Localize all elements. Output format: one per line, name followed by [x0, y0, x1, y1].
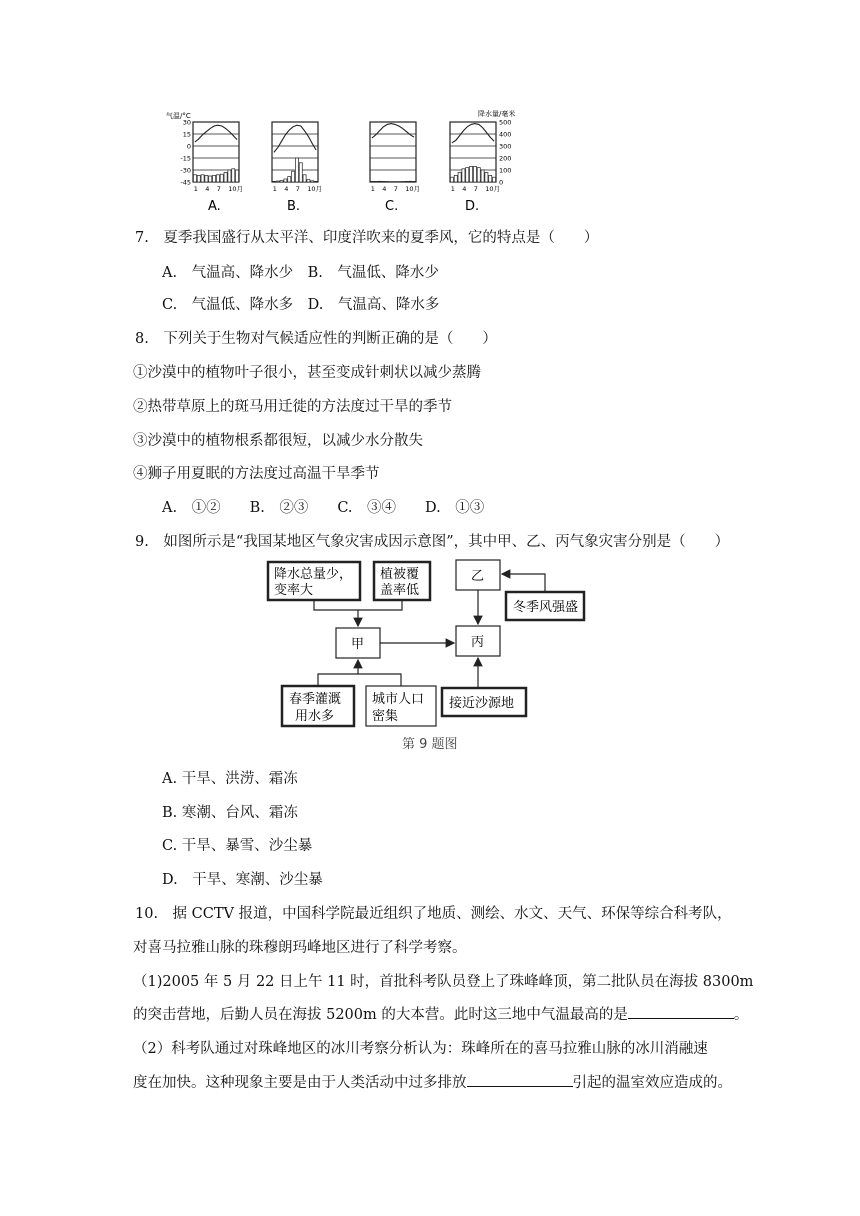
box-vegetation-line2: 盖率低 — [380, 583, 420, 598]
precip-bar — [489, 175, 492, 182]
precip-bar — [205, 175, 208, 182]
x-tick-label: 10月 — [485, 185, 501, 193]
q9-stem: 9. 如图所示是“我国某地区气象灾害成因示意图”，其中甲、乙、丙气象灾害分别是（ ） — [135, 534, 730, 550]
precip-bar — [292, 171, 295, 182]
q10-part2-text-a: 度在加快。这种现象主要是由于人类活动中过多排放 — [133, 1075, 467, 1091]
precip-bar — [413, 181, 416, 182]
precip-bar — [197, 175, 200, 182]
q8-item-4: ④狮子用夏眠的方法度过高温干旱季节 — [133, 466, 380, 482]
chart-frame — [450, 122, 496, 182]
precip-bar — [493, 177, 496, 182]
precip-bar — [213, 175, 216, 182]
chart-frame — [370, 122, 416, 182]
precip-bar — [462, 169, 465, 182]
precip-bar — [228, 170, 231, 182]
precip-bar — [409, 181, 412, 182]
box-winter-monsoon-label: 冬季风强盛 — [513, 600, 579, 615]
precip-bar — [470, 166, 473, 182]
right-tick-label: 0 — [499, 178, 504, 187]
precip-bar — [473, 166, 476, 182]
box-precipitation-line1: 降水总量少， — [274, 567, 353, 582]
diagram-caption: 第 9 题图 — [402, 737, 458, 752]
precip-bar — [209, 176, 212, 182]
right-tick-label: 500 — [499, 118, 512, 127]
panel-label: C. — [385, 199, 399, 214]
panel-label: A. — [208, 199, 221, 214]
q10-part2-text-b: 引起的温室效应造成的。 — [572, 1075, 732, 1091]
right-tick-label: 300 — [499, 142, 512, 151]
box-sand-source-label: 接近沙源地 — [449, 696, 515, 711]
q10-part1-end: 。 — [733, 1007, 749, 1023]
left-tick-label: 30 — [182, 118, 191, 127]
x-tick-label: 1 — [272, 185, 277, 193]
q8-options: A. ①② B. ②③ C. ③④ D. ①③ — [162, 500, 485, 516]
right-tick-label: 100 — [499, 166, 512, 175]
precip-bar — [481, 170, 484, 182]
precip-bar — [216, 175, 219, 182]
q7-options-row1: A. 气温高、降水少 B. 气温低、降水少 — [162, 265, 439, 281]
box-irrigation-line2: 用水多 — [295, 709, 335, 724]
x-tick-label: 4 — [205, 185, 210, 193]
x-tick-label: 1 — [370, 185, 375, 193]
q8-stem: 8. 下列关于生物对气候适应性的判断正确的是（ ） — [135, 331, 497, 347]
x-tick-label: 1 — [450, 185, 455, 193]
precip-bar — [232, 169, 235, 182]
precip-bar — [374, 181, 377, 182]
precip-bar — [220, 174, 223, 182]
x-tick-label: 4 — [462, 185, 467, 193]
precip-bar — [477, 168, 480, 182]
precip-bar — [201, 175, 204, 182]
x-tick-label: 7 — [393, 185, 398, 193]
x-tick-label: 1 — [193, 185, 198, 193]
q10-answer-blank-1[interactable] — [628, 1004, 734, 1019]
box-jia-label: 甲 — [351, 637, 365, 652]
left-tick-label: 0 — [186, 142, 191, 151]
left-tick-label: -30 — [180, 166, 191, 175]
precip-bar — [307, 180, 310, 182]
x-tick-label: 4 — [284, 185, 289, 193]
q10-part2-line1: （2）科考队通过对珠峰地区的冰川考察分析认为：珠峰所在的喜马拉雅山脉的冰川消融速 — [133, 1041, 708, 1057]
temperature-line — [274, 125, 316, 152]
x-tick-label: 7 — [216, 185, 221, 193]
precip-bar — [454, 175, 457, 182]
temperature-line — [372, 124, 414, 138]
precip-bar — [370, 181, 373, 182]
right-tick-label: 400 — [499, 130, 512, 139]
precip-bar — [315, 181, 318, 182]
q10-line2: 对喜马拉雅山脉的珠穆朗玛峰地区进行了科学考察。 — [133, 940, 467, 956]
left-tick-label: 15 — [182, 130, 191, 139]
precip-bar — [193, 175, 196, 182]
left-axis-title: 气温/°C — [166, 112, 191, 120]
q9-option-a: A. 干旱、洪涝、霜冻 — [162, 771, 298, 787]
q9-option-d: D. 干旱、寒潮、沙尘暴 — [162, 872, 323, 888]
box-city-line2: 密集 — [372, 709, 399, 724]
precip-bar — [236, 170, 239, 182]
x-tick-label: 10月 — [228, 185, 244, 193]
q10-part1-text: 的突击营地，后勤人员在海拔 5200m 的大本营。此时这三地中气温最高的是 — [133, 1007, 628, 1023]
q9-flow-diagram — [262, 556, 587, 756]
precip-bar — [405, 181, 408, 182]
q8-item-1: ①沙漠中的植物叶子很小，甚至变成针刺状以减少蒸腾 — [133, 365, 481, 381]
precip-bar — [382, 181, 385, 182]
precip-bar — [284, 179, 287, 182]
chart-frame — [272, 122, 318, 182]
x-tick-label: 7 — [473, 185, 478, 193]
x-tick-label: 7 — [295, 185, 300, 193]
q7-options-row2: C. 气温低、降水多 D. 气温高、降水多 — [162, 297, 440, 313]
precip-bar — [311, 181, 314, 182]
precip-bar — [466, 168, 469, 182]
precip-bar — [276, 181, 279, 182]
precip-bar — [450, 177, 453, 182]
x-tick-label: 4 — [382, 185, 387, 193]
precip-bar — [299, 163, 302, 182]
panel-label: D. — [465, 199, 480, 214]
precip-bar — [280, 181, 283, 182]
q10-part1-line1: （1)2005 年 5 月 22 日上午 11 时，首批科考队员登上了珠峰峰顶，第二批队员在海拔 8300m — [133, 974, 754, 990]
q9-option-c: C. 干旱、暴雪、沙尘暴 — [162, 838, 313, 854]
precip-bar — [303, 175, 306, 182]
box-city-line1: 城市人口 — [372, 692, 425, 707]
q7-stem: 7. 夏季我国盛行从太平洋、印度洋吹来的夏季风，它的特点是（ ） — [135, 230, 599, 246]
box-vegetation-line1: 植被覆 — [380, 567, 420, 582]
right-axis-title: 降水量/毫米 — [478, 110, 516, 118]
x-tick-label: 10月 — [405, 185, 421, 193]
q10-answer-blank-2[interactable] — [467, 1072, 573, 1087]
box-bing-label: 丙 — [471, 635, 485, 650]
precip-bar — [272, 181, 275, 182]
q10-part1-line2 — [133, 1003, 748, 1024]
right-tick-label: 200 — [499, 154, 512, 163]
precip-bar — [295, 158, 298, 182]
box-yi-label: 乙 — [471, 569, 485, 584]
q10-line1: 10. 据 CCTV 报道，中国科学院最近组织了地质、测绘、水文、天气、环保等综合科考队， — [135, 906, 732, 922]
precip-bar — [485, 172, 488, 182]
climate-charts-figure — [160, 104, 530, 216]
q8-item-2: ②热带草原上的斑马用迁徙的方法度过干旱的季节 — [133, 399, 452, 415]
left-tick-label: -15 — [180, 154, 191, 163]
q9-option-b: B. 寒潮、台风、霜冻 — [162, 805, 298, 821]
precip-bar — [378, 181, 381, 182]
precip-bar — [288, 177, 291, 182]
precip-bar — [458, 172, 461, 182]
q8-item-3: ③沙漠中的植物根系都很短，以减少水分散失 — [133, 433, 423, 449]
panel-label: B. — [287, 199, 301, 214]
precip-bar — [224, 172, 227, 182]
x-tick-label: 10月 — [307, 185, 323, 193]
left-tick-label: -45 — [180, 178, 191, 187]
q10-part2-line2 — [133, 1071, 732, 1092]
box-precipitation-line2: 变率大 — [274, 583, 314, 598]
temperature-line — [452, 124, 494, 143]
box-irrigation-line1: 春季灌溉 — [289, 692, 342, 707]
